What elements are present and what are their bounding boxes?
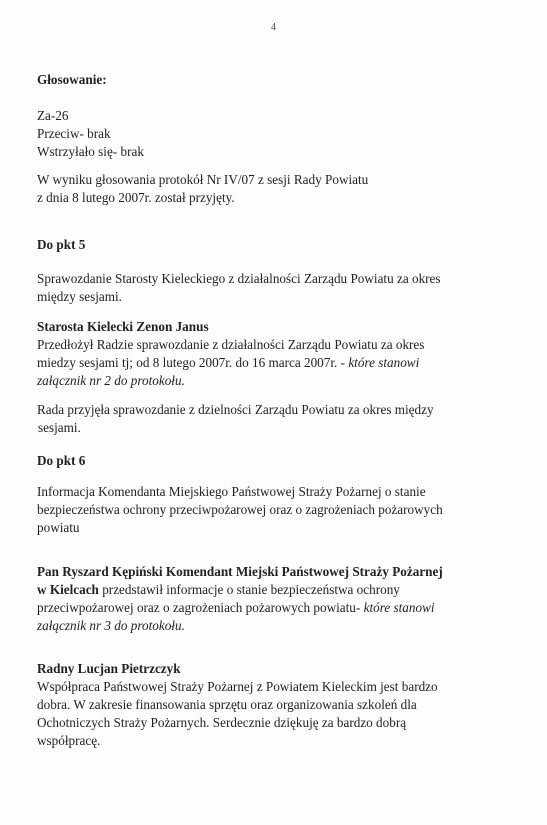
pkt6-speaker: Pan Ryszard Kępiński Komendant Miejski Państwowej Straży Pożarnej: [37, 564, 443, 579]
councillor-block: [37, 660, 507, 750]
pkt5-heading: Do pkt 5: [37, 237, 86, 252]
voting-result-line: z dnia 8 lutego 2007r. został przyjęty.: [37, 190, 235, 205]
pkt6-subject-line: bezpieczeństwa ochrony przeciwpożarowej oraz o zagrożeniach pożarowych: [37, 502, 443, 517]
councillor-text-line: dobra. W zakresie finansowania sprzętu oraz organizowania szkoleń dla: [37, 697, 417, 712]
pkt6-speaker-location: w Kielcach: [37, 582, 99, 597]
councillor-text-line: Współpraca Państwowej Straży Pożarnej z Powiatem Kieleckim jest bardzo: [37, 679, 438, 694]
pkt5-resolution-line: Rada przyjęła sprawozdanie z dzielności Zarządu Powiatu za okres między: [37, 402, 434, 417]
pkt6-subject: [37, 483, 507, 537]
pkt5-statement-block: [37, 318, 507, 390]
pkt5-resolution-line: sesjami.: [38, 420, 81, 435]
pkt5-attachment-note: załącznik nr 2 do protokołu.: [37, 373, 185, 388]
voting-result-line: W wyniku głosowania protokół Nr IV/07 z sesji Rady Powiatu: [37, 172, 369, 187]
pkt5-subject: [37, 270, 507, 306]
votes-abstained: Wstrzyłało się- brak: [37, 144, 144, 159]
voting-tally: [37, 107, 507, 161]
pkt6-subject-line: Informacja Komendanta Miejskiego Państwowej Straży Pożarnej o stanie: [37, 484, 426, 499]
councillor-text-line: Ochotniczych Straży Pożarnych. Serdecznie dziękuję za bardzo dobrą: [37, 715, 407, 730]
pkt6-statement-line: [37, 599, 507, 617]
pkt6-attachment-note: załącznik nr 3 do protokołu.: [37, 618, 185, 633]
pkt6-statement-line: [37, 581, 507, 599]
votes-for: Za-26: [37, 108, 69, 123]
pkt5-subject-line: między sesjami.: [37, 289, 122, 304]
pkt6-statement-text: przeciwpożarowej oraz o zagrożeniach pożarowych powiatu-: [37, 600, 364, 615]
pkt5-statement-line: [37, 354, 507, 372]
councillor-text-line: współpracę.: [37, 733, 101, 748]
councillor-name: Radny Lucjan Pietrzczyk: [37, 661, 181, 676]
voting-heading: Głosowanie:: [37, 72, 107, 87]
votes-against: Przeciw- brak: [37, 126, 111, 141]
pkt5-speaker: Starosta Kielecki Zenon Janus: [37, 319, 209, 334]
pkt6-heading: Do pkt 6: [37, 453, 86, 468]
pkt5-subject-line: Sprawozdanie Starosty Kieleckiego z działalności Zarządu Powiatu za okres: [37, 271, 441, 286]
pkt6-subject-line: powiatu: [37, 520, 80, 535]
page-number: 4: [271, 22, 276, 33]
pkt5-statement-line: Przedłożył Radzie sprawozdanie z działalności Zarządu Powiatu za okres: [37, 337, 425, 352]
pkt6-statement-text: przedstawił informacje o stanie bezpieczeństwa ochrony: [98, 582, 400, 597]
pkt5-attachment-note: które stanowi: [348, 355, 420, 370]
pkt6-attachment-note: które stanowi: [363, 600, 435, 615]
voting-result: [37, 171, 507, 207]
pkt5-statement-text: miedzy sesjami tj; od 8 lutego 2007r. do 16 marca 2007r. -: [37, 355, 349, 370]
pkt6-statement-block: [37, 563, 507, 635]
pkt5-resolution: [37, 401, 507, 437]
